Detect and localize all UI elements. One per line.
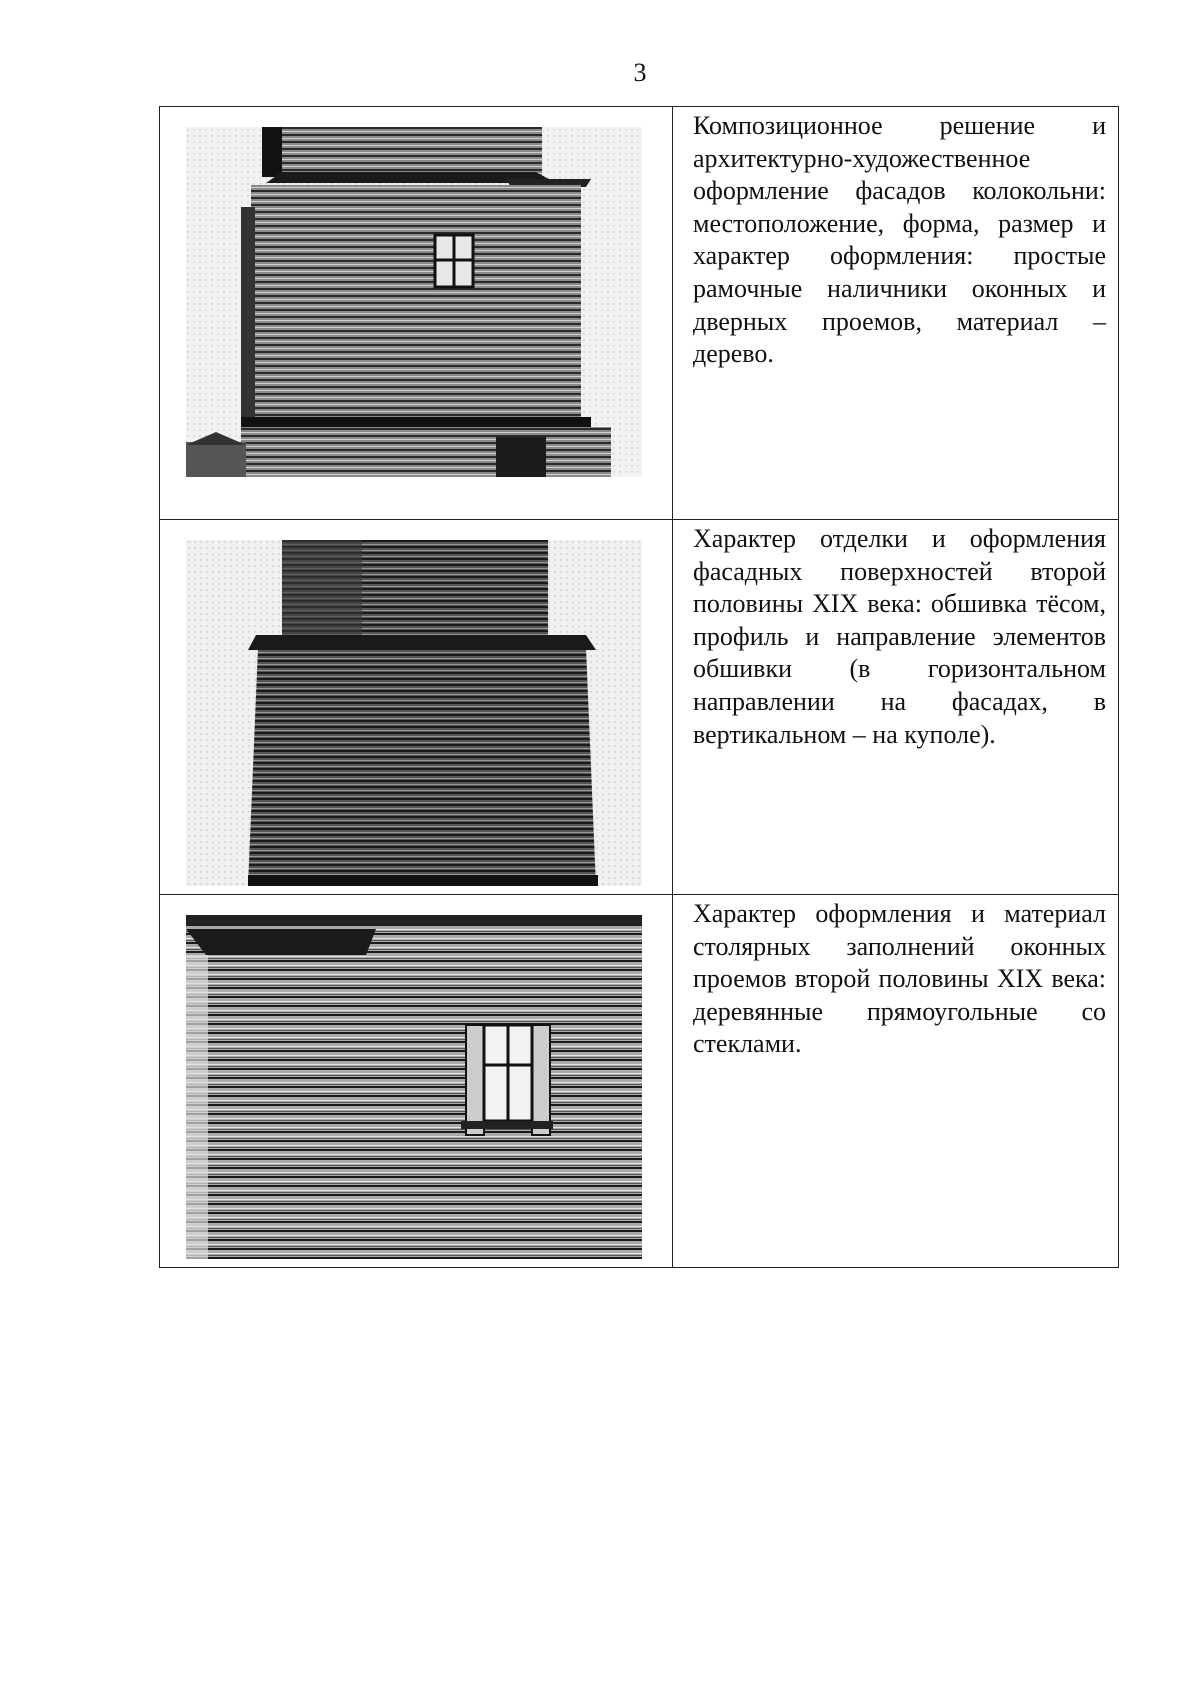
table-row — [160, 520, 1119, 895]
table-row — [160, 107, 1119, 520]
page-number: 3 — [633, 58, 647, 87]
bell-tower-facade-photo — [186, 127, 642, 477]
facade-cladding-photo — [186, 540, 642, 886]
description-cell — [673, 520, 1119, 895]
description-cell — [673, 895, 1119, 1268]
description-text: Характер отделки и оформления фасадных поверхностей второй половины XIX века: обшивка тёсом, профиль и направление элементов обшивки (в горизонтальном направлении на фасадах, в вертикальном – на куполе). — [693, 524, 1106, 749]
photo-cell — [160, 520, 673, 895]
window-joinery-photo — [186, 915, 642, 1259]
description-text: Характер оформления и материал столярных заполнений оконных проемов второй половины XIX века: деревянные прямоугольные со стеклами. — [693, 899, 1106, 1059]
table-row — [160, 895, 1119, 1268]
description-text: Композиционное решение и архитектурно-художественное оформление фасадов колокольни: местоположение, форма, размер и характер оформления: простые рамочные наличники оконных и дверных проемов, материал – дерево. — [693, 111, 1106, 369]
photo-cell — [160, 895, 673, 1268]
photo-cell — [160, 107, 673, 520]
heritage-elements-table — [159, 106, 1119, 1268]
description-cell — [673, 107, 1119, 520]
